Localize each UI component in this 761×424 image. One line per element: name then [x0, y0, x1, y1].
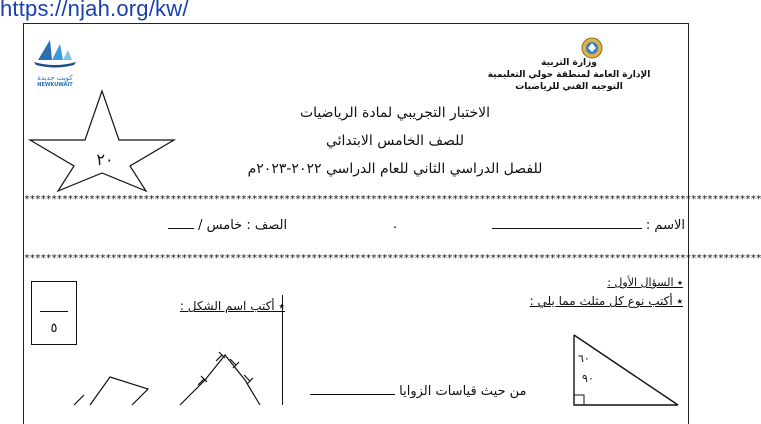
- title-line-1: الاختبار التجريبي لمادة الرياضيات: [299, 105, 491, 121]
- angle-60-label: ٦٠: [578, 352, 590, 365]
- score-value: ٥: [50, 321, 58, 336]
- exam-title: [240, 99, 550, 183]
- ministry-line-2: الإدارة العامة لمنطقة حولي التعليمية: [487, 70, 651, 80]
- new-kuwait-logo: [30, 36, 80, 88]
- total-score-value: ٢٠: [96, 150, 114, 169]
- angles-prompt[interactable]: [310, 384, 527, 399]
- class-label: الصف : خامس /: [198, 218, 288, 233]
- star-separator-2: ****************************************************************************************************************************************: [24, 253, 761, 264]
- angle-90-label: ٩٠: [582, 372, 594, 385]
- title-line-3: للفصل الدراسي الثاني للعام الدراسي ٢٠٢٢-٢٠٢٣م: [247, 161, 543, 177]
- sail-logo-icon: [30, 36, 80, 70]
- logo-caption-ar: كويت جديدة: [37, 74, 73, 82]
- name-label: الاسم :: [645, 218, 685, 233]
- polygon-shape-figure: [70, 345, 260, 409]
- student-name-field[interactable]: [492, 218, 685, 233]
- dot-mark: .: [393, 217, 398, 232]
- star-separator-1: ****************************************************************************************************************************************: [24, 194, 761, 205]
- angles-label: من حيث قياسات الزوايا: [399, 384, 527, 399]
- question-heading: ٭ السؤال الأول :: [607, 276, 683, 289]
- source-url[interactable]: https://njah.org/kw/: [0, 0, 189, 21]
- ministry-header: [459, 57, 679, 93]
- score-fraction-line: [40, 311, 68, 312]
- ministry-line-1: وزارة التربية: [541, 58, 597, 68]
- name-blank[interactable]: [492, 218, 642, 229]
- column-divider: [282, 295, 283, 405]
- ministry-line-3: التوجيه الفني للرياضيات: [515, 82, 623, 92]
- logo-caption-en: NEWKUWAIT: [37, 82, 73, 88]
- question-1-text: ٭ أكتب نوع كل مثلث مما يلي :: [529, 294, 683, 308]
- total-score-star: [28, 88, 178, 196]
- title-line-2: للصف الخامس الابتدائي: [325, 133, 465, 149]
- class-blank[interactable]: [168, 218, 194, 229]
- angles-blank[interactable]: [310, 385, 395, 395]
- student-class-field[interactable]: [168, 218, 287, 233]
- question-2-text: ٭ أكتب اسم الشكل :: [179, 299, 285, 313]
